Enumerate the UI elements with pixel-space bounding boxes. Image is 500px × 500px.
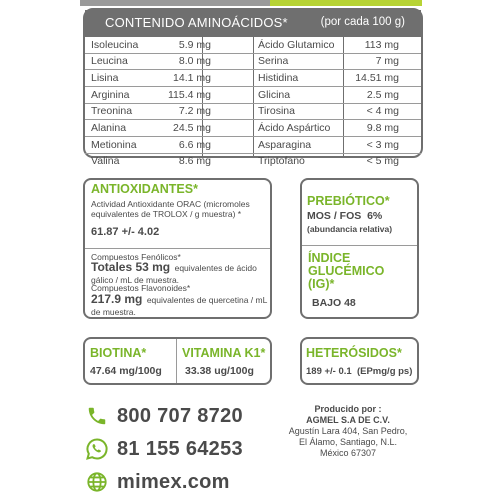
flavonoides-value: 217.9 mg [91,292,143,306]
biotina-title: BIOTINA* [90,346,147,360]
whatsapp-row[interactable] [85,434,243,464]
amino-value-cell: 7 mg [375,55,399,68]
amino-table-row [85,87,421,104]
heterosidos-title: HETERÓSIDOS* [306,346,402,360]
amino-name-cell: Treonina [91,105,133,118]
producer-address-1: Agustín Lara 404, San Pedro, [288,426,408,436]
prebiotico-divider [302,245,417,246]
amino-value-cell: 115.4 mg [168,88,211,101]
amino-value-cell: 7.2 mg [178,105,211,118]
phone-icon [85,404,109,428]
fenolicos-unit: equivalentes de ácido gálico / mL de muestra. [91,263,257,285]
heterosidos-value: 189 +/- 0.1 (EPmg/g ps) [306,366,413,377]
flavonoides-unit: equivalentes de quercetina / mL de muestra. [91,295,268,317]
whatsapp-icon [85,437,109,461]
amino-value-cell: 14.51 mg [355,71,399,84]
amino-value-cell: 6.6 mg [178,138,211,151]
prebiotico-value: MOS / FOS 6% [307,210,383,222]
globe-icon [85,470,109,494]
amino-value-cell: 8.6 mg [178,155,211,168]
antioxidantes-title: ANTIOXIDANTES* [91,182,198,196]
glucemico-title-line1: ÍNDICE [308,251,351,265]
glucemico-value: BAJO 48 [312,297,356,309]
orac-value: 61.87 +/- 4.02 [91,226,160,238]
biotina-value: 47.64 mg/100g [90,365,162,377]
amino-table-header [85,10,421,37]
prebiotico-title: PREBIÓTICO* [307,194,390,208]
flavonoides-block [91,293,269,317]
top-accent-green [270,0,422,6]
amino-table-row [85,70,421,87]
amino-name-cell: Histidina [258,71,299,84]
amino-table-row [85,104,421,121]
producer-name: AGMEL S.A DE C.V. [306,415,390,425]
vitamina-value: 33.38 ug/100g [185,365,254,377]
amino-unit: (por cada 100 g) [320,16,405,28]
amino-value-cell: < 5 mg [366,155,399,168]
amino-table-row [85,137,421,154]
amino-name-cell: Asparagina [258,138,312,151]
amino-value-cell: 2.5 mg [366,88,399,101]
amino-value-cell: < 3 mg [366,138,399,151]
amino-name-cell: Ácido Aspártico [258,121,331,134]
web-row[interactable] [85,467,230,497]
amino-table-row [85,37,421,54]
amino-acid-table [83,8,423,168]
amino-table-row [85,154,421,170]
phone-number[interactable]: 800 707 8720 [117,404,243,427]
amino-name-cell: Serina [258,55,289,68]
glucemico-title-line3: (IG)* [308,277,335,291]
fenolicos-label: Compuestos Fenólicos* [91,252,181,262]
amino-name-cell: Valina [91,155,120,168]
biotina-vitamina-box [83,337,272,385]
amino-name-cell: Glicina [258,88,291,101]
flavonoides-label: Compuestos Flavonoides* [91,283,191,293]
whatsapp-number[interactable]: 81 155 64253 [117,437,243,460]
amino-name-cell: Metionina [91,138,137,151]
amino-value-cell: 113 mg [364,38,399,51]
biotina-divider [176,339,177,383]
orac-description: Actividad Antioxidante ORAC (micromoles equivalentes de TROLOX / g muestra) * [91,199,250,219]
amino-table-row [85,120,421,137]
producer-block [278,404,418,459]
glucemico-title [308,252,384,291]
amino-name-cell: Alanina [91,121,127,134]
fenolicos-block [91,261,269,285]
producer-address-2: El Álamo, Santiago, N.L. [298,437,398,447]
phone-row[interactable] [85,401,243,431]
top-accent-gray [80,0,270,6]
amino-rows [85,37,421,170]
glucemico-title-line2: GLUCÉMICO [308,264,385,278]
amino-name-cell: Triptofano [258,155,305,168]
amino-table-row [85,54,421,71]
fenolicos-value: Totales 53 mg [91,260,171,274]
antioxidantes-divider [85,248,270,249]
amino-value-cell: 14.1 mg [173,71,211,84]
prebiotico-note: (abundancia relativa) [307,224,393,234]
amino-value-cell: 9.8 mg [366,121,399,134]
amino-name-cell: Lisina [91,71,119,84]
vitamina-title: VITAMINA K1* [182,346,266,360]
amino-value-cell: 8.0 mg [178,55,211,68]
amino-value-cell: 24.5 mg [173,121,211,134]
producer-label: Producido por : [314,404,382,414]
producer-address-3: México 67307 [319,448,377,458]
amino-value-cell: < 4 mg [366,105,399,118]
amino-value-cell: 5.9 mg [178,38,211,51]
amino-name-cell: Ácido Glutamico [258,38,335,51]
website-link[interactable]: mimex.com [117,470,230,493]
amino-name-cell: Tirosina [258,105,295,118]
heterosidos-box [300,337,419,385]
amino-name-cell: Arginina [91,88,130,101]
amino-name-cell: Isoleucina [91,38,139,51]
amino-name-cell: Leucina [91,55,128,68]
amino-title: CONTENIDO AMINOÁCIDOS* [105,15,288,30]
